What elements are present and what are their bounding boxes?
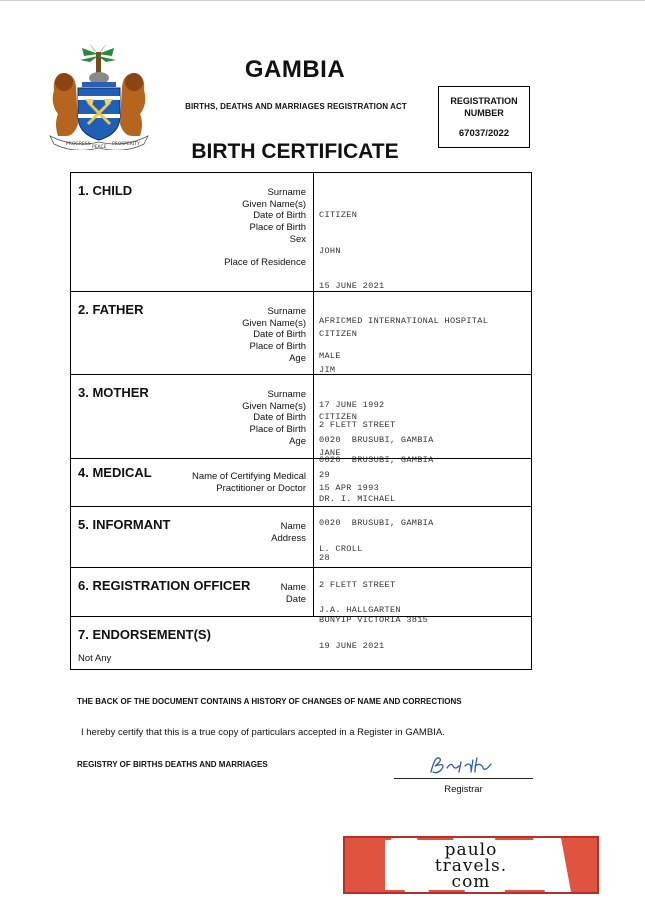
label-name: Name <box>280 582 306 593</box>
label-date-of-birth: Date of Birth <box>253 329 306 341</box>
section-title: 5. INFORMANT <box>78 517 171 532</box>
section-title: 6. REGISTRATION OFFICER <box>78 578 251 593</box>
label-surname: Surname <box>267 389 306 400</box>
signature-line <box>394 778 533 779</box>
field-labels <box>242 389 306 448</box>
registration-number-box <box>438 86 530 148</box>
label-date-of-birth: Date of Birth <box>253 412 306 424</box>
label-given-names: Given Name(s) <box>242 198 306 210</box>
value-surname: CITIZEN <box>319 210 358 221</box>
value-given-names: JANE <box>319 447 341 458</box>
section-title: 4. MEDICAL <box>78 465 152 480</box>
value-age: 28 <box>319 552 330 563</box>
label-certifying-practitioner: Name of Certifying Medical <box>191 471 306 482</box>
value-given-names: JOHN <box>319 245 341 256</box>
value-place-of-birth: AFRICMED INTERNATIONAL HOSPITAL <box>319 315 489 326</box>
section-title: 1. CHILD <box>78 183 133 198</box>
field-labels <box>281 582 306 605</box>
value-residence-line-1: 2 FLETT STREET <box>319 420 396 431</box>
registration-label-line-1: REGISTRATION <box>450 96 518 106</box>
registrar-label: Registrar <box>444 784 483 795</box>
coat-of-arms-icon <box>44 44 154 150</box>
value-date-of-birth: 15 JUNE 2021 <box>319 280 385 291</box>
label-given-names: Given Name(s) <box>242 317 306 329</box>
watermark-stamp <box>343 836 599 894</box>
value-date-of-birth: 15 APR 1993 <box>319 482 380 493</box>
registrar-signature-icon <box>425 752 495 778</box>
svg-text:PEACE: PEACE <box>92 145 107 150</box>
label-place-of-birth: Place of Birth <box>249 222 306 234</box>
label-age: Age <box>289 435 306 447</box>
top-rule <box>0 0 645 1</box>
svg-text:PROSPERITY: PROSPERITY <box>112 142 140 147</box>
value-place-of-birth: 0020 BRUSUBI, GAMBIA <box>319 434 434 445</box>
section-title: 3. MOTHER <box>78 385 149 400</box>
label-date-of-birth: Date of Birth <box>253 210 306 222</box>
country-title: GAMBIA <box>244 56 346 83</box>
label-place-of-residence: Place of Residence <box>224 256 306 268</box>
certificate-form <box>70 172 532 670</box>
field-labels <box>242 306 306 365</box>
label-sex: Sex <box>289 233 306 245</box>
section-endorsements <box>71 616 531 671</box>
value-surname: CITIZEN <box>319 412 358 423</box>
section-title: 7. ENDORSEMENT(S) <box>78 627 211 642</box>
registration-number: 67037/2022 <box>458 128 510 139</box>
field-labels <box>271 521 306 544</box>
label-address: Address <box>271 532 306 544</box>
label-age: Age <box>289 352 306 364</box>
value-practitioner: DR. I. MICHAEL <box>319 494 396 505</box>
document-title: BIRTH CERTIFICATE <box>191 140 399 163</box>
value-address-line-1: 2 FLETT STREET <box>319 579 396 590</box>
label-given-names: Given Name(s) <box>242 400 306 412</box>
watermark-line-2: travels. <box>434 856 508 876</box>
label-name: Name <box>280 521 306 532</box>
watermark-line-1: paulo <box>444 840 498 860</box>
value-sex: MALE <box>319 350 341 361</box>
registry-name: REGISTRY OF BIRTHS DEATHS AND MARRIAGES <box>77 760 268 769</box>
endorsement-value: Not Any <box>78 653 112 664</box>
label-surname: Surname <box>267 187 306 198</box>
value-name: L. CROLL <box>319 544 363 555</box>
registration-label-line-2: NUMBER <box>464 108 504 118</box>
value-date-of-birth: 17 JUNE 1992 <box>319 399 385 410</box>
svg-text:PROGRESS: PROGRESS <box>66 142 91 147</box>
field-labels <box>224 187 306 268</box>
value-registration-date: 19 JUNE 2021 <box>319 640 385 651</box>
label-surname: Surname <box>267 306 306 317</box>
field-labels <box>192 471 306 494</box>
label-place-of-birth: Place of Birth <box>249 424 306 436</box>
section-title: 2. FATHER <box>78 302 144 317</box>
certification-statement: I hereby certify that this is a true copy of particulars accepted in a Register in GAMBIA. <box>81 727 445 738</box>
value-given-names: JIM <box>319 364 336 375</box>
watermark-line-3: com <box>451 872 491 892</box>
watermark-text <box>345 842 597 890</box>
back-of-document-note: THE BACK OF THE DOCUMENT CONTAINS A HISTORY OF CHANGES OF NAME AND CORRECTIONS <box>77 697 462 706</box>
value-residence-line-2: 0020 BRUSUBI, GAMBIA <box>319 455 434 466</box>
value-age: 29 <box>319 469 330 480</box>
value-officer-name: J.A. HALLGARTEN <box>319 605 401 616</box>
value-surname: CITIZEN <box>319 329 358 340</box>
label-practitioner-or-doctor: Practitioner or Doctor <box>216 482 306 494</box>
section-medical <box>71 458 531 506</box>
act-title: BIRTHS, DEATHS AND MARRIAGES REGISTRATION ACT <box>185 102 407 111</box>
label-date: Date <box>285 593 306 605</box>
label-place-of-birth: Place of Birth <box>249 341 306 353</box>
value-place-of-birth: 0020 BRUSUBI, GAMBIA <box>319 517 434 528</box>
value-address-line-2: BUNYIP VICTORIA 3815 <box>319 614 429 625</box>
